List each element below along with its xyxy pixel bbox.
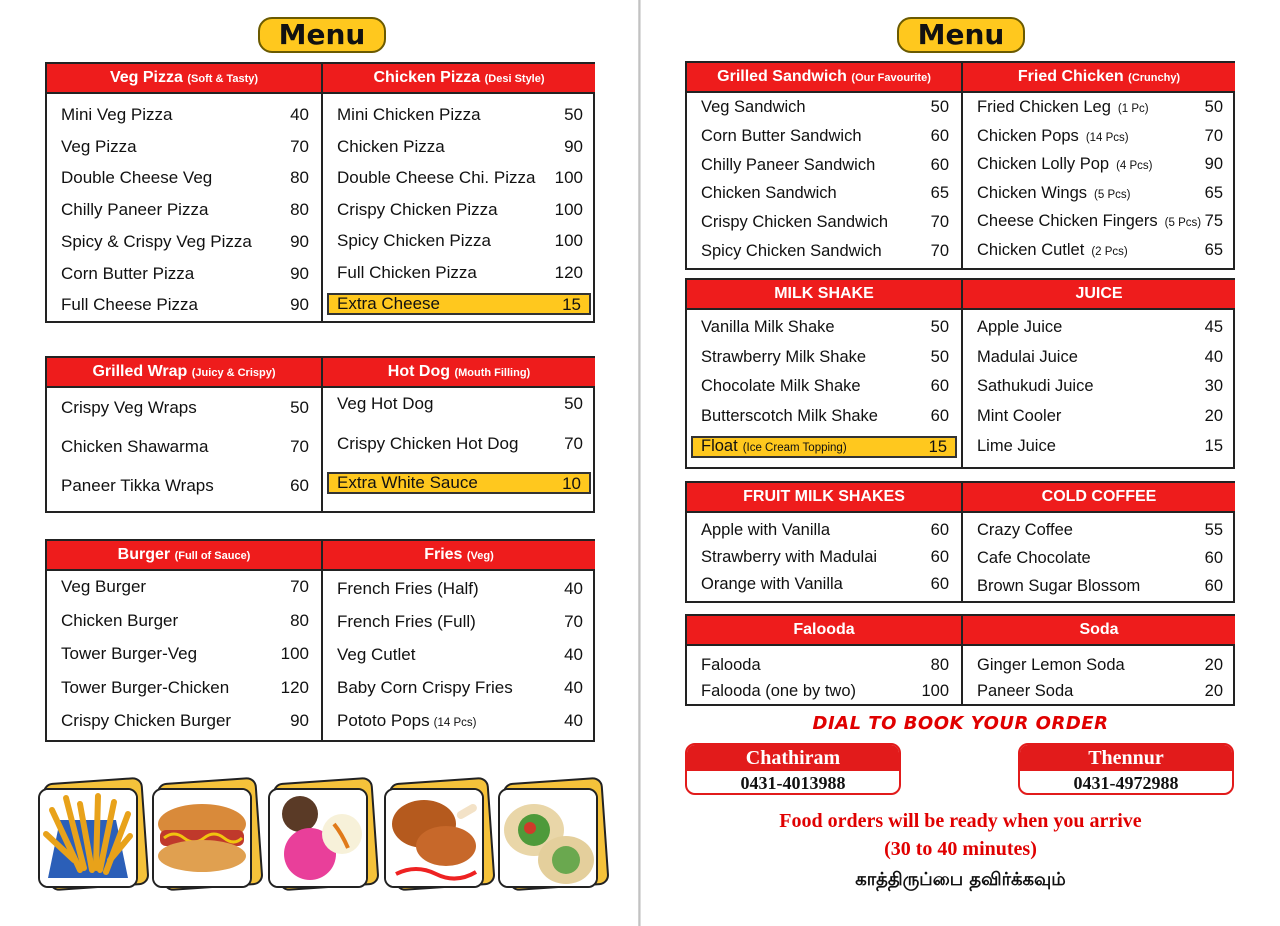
item-price: 70: [290, 437, 309, 456]
item-price: 40: [290, 105, 309, 124]
item-price: 60: [930, 406, 949, 425]
menu-title-badge: Menu: [897, 17, 1025, 53]
item-name: Mini Chicken Pizza: [337, 105, 481, 124]
item-price: 60: [930, 155, 949, 174]
fried-chicken-column: [961, 63, 1235, 268]
item-name: Crispy Veg Wraps: [61, 398, 197, 417]
item-price: 40: [564, 711, 583, 730]
item-name: Crispy Chicken Sandwich: [701, 213, 889, 232]
item-price: 90: [290, 263, 309, 283]
item-note: (Ice Cream Topping): [742, 442, 847, 454]
section-subtitle: (Full of Sauce): [174, 550, 251, 562]
section-header: [47, 64, 321, 94]
extra-topping-highlight: [327, 293, 591, 315]
item-name-wrap: [701, 656, 761, 675]
item-name: Double Cheese Veg: [61, 168, 213, 188]
section-header: [963, 483, 1235, 513]
item-price: 80: [290, 610, 309, 630]
item-name: Chocolate Milk Shake: [701, 377, 861, 395]
section-title: COLD COFFEE: [1041, 488, 1157, 505]
item-price: 50: [564, 394, 583, 413]
section-subtitle: (Mouth Filling): [454, 367, 531, 379]
hotdog-photo: [152, 780, 256, 892]
item-price: 70: [564, 612, 583, 631]
item-name-wrap: [977, 377, 1094, 396]
item-name-wrap: [977, 98, 1149, 117]
burger-fries-section: [45, 539, 595, 742]
item-name: Apple with Vanilla: [701, 521, 831, 539]
item-price: 15: [928, 438, 947, 456]
item-price: 70: [930, 213, 949, 232]
item-price: 80: [290, 168, 309, 188]
item-name: French Fries (Half): [337, 579, 479, 598]
item-name: Veg Hot Dog: [337, 394, 434, 413]
soda-column: [961, 616, 1235, 704]
item-name-wrap: [337, 711, 476, 731]
item-price: 70: [290, 136, 309, 156]
item-name: Veg Sandwich: [701, 98, 806, 116]
section-subtitle: (Our Favourite): [851, 72, 931, 84]
item-name: Veg Cutlet: [337, 645, 416, 664]
item-name-wrap: [701, 242, 882, 261]
item-price: 10: [562, 474, 581, 493]
section-header: [687, 483, 961, 513]
section-title: FRUIT MILK SHAKES: [743, 488, 905, 505]
section-header: [687, 63, 961, 93]
fruitshake-coffee-section: [685, 481, 1235, 603]
item-price: 50: [290, 398, 309, 417]
section-header: [323, 541, 595, 571]
item-name-wrap: [701, 575, 843, 594]
item-name: Pototo Pops: [337, 711, 430, 730]
item-name: Chicken Burger: [61, 610, 179, 630]
item-name: Spicy Chicken Sandwich: [701, 242, 882, 260]
item-name: Chilly Paneer Pizza: [61, 200, 209, 220]
item-name: Paneer Soda: [977, 682, 1074, 700]
pizza-section: [45, 62, 595, 323]
section-header: [323, 64, 595, 94]
burger-column: [47, 541, 321, 740]
item-price: 40: [564, 678, 583, 697]
item-name: Corn Butter Sandwich: [701, 126, 862, 145]
item-price: 60: [1204, 549, 1223, 567]
item-name-wrap: [701, 437, 847, 456]
item-price: 100: [280, 644, 309, 663]
item-name-wrap: [701, 98, 806, 117]
fries-photo: [38, 780, 142, 892]
menu-title-badge: Menu: [258, 17, 386, 53]
item-price: 65: [1204, 183, 1223, 202]
item-price: 90: [290, 231, 309, 251]
section-title: Fries: [424, 546, 463, 563]
hot-dog-column: [321, 358, 595, 511]
item-name: Mint Cooler: [977, 407, 1062, 426]
item-name: Falooda (one by two): [701, 682, 857, 700]
falooda-column: [687, 616, 961, 704]
item-name: Chicken Pops: [977, 126, 1079, 145]
item-name: Strawberry with Madulai: [701, 548, 878, 566]
item-name: Veg Burger: [61, 577, 147, 596]
item-price: 90: [290, 295, 309, 315]
grilled-wrap-column: [47, 358, 321, 511]
section-header: [687, 280, 961, 310]
item-name: Lime Juice: [977, 436, 1056, 455]
item-name: Crispy Chicken Hot Dog: [337, 434, 519, 453]
item-price: 50: [930, 318, 949, 336]
item-name: Veg Pizza: [61, 136, 137, 156]
item-price: 100: [921, 682, 949, 700]
time-note: (30 to 40 minutes): [884, 838, 1037, 860]
item-name: Chicken Sandwich: [701, 184, 837, 203]
item-name-wrap: [977, 521, 1073, 540]
item-name: Chicken Pizza: [337, 136, 445, 156]
fries-column: [321, 541, 595, 740]
item-price: 70: [1204, 126, 1223, 145]
item-price: 70: [564, 434, 583, 453]
fruit-milk-shakes-column: [687, 483, 961, 601]
item-name-wrap: [701, 318, 835, 337]
chicken-pizza-column: [321, 64, 595, 321]
cold-coffee-column: [961, 483, 1235, 601]
item-name-wrap: [977, 577, 1140, 596]
item-name-wrap: [977, 241, 1128, 260]
item-price: 60: [930, 126, 949, 145]
item-note: (2 Pcs): [1091, 246, 1128, 258]
item-name: Chilly Paneer Sandwich: [701, 155, 876, 174]
item-price: 60: [930, 521, 949, 539]
section-header: [687, 616, 961, 646]
item-name-wrap: [977, 407, 1061, 426]
item-name-wrap: [701, 213, 888, 232]
item-price: 20: [1204, 682, 1223, 700]
item-name-wrap: [701, 548, 877, 567]
item-price: 90: [564, 136, 583, 156]
item-name: French Fries (Full): [337, 612, 476, 631]
item-name: Extra Cheese: [337, 294, 440, 313]
section-title: Veg Pizza: [109, 69, 183, 86]
item-name: Spicy & Crispy Veg Pizza: [61, 231, 252, 251]
item-name: Chicken Lolly Pop: [977, 155, 1110, 174]
item-name-wrap: [977, 549, 1091, 568]
item-price: 80: [930, 656, 949, 674]
item-price: 30: [1204, 377, 1223, 396]
item-name: Butterscotch Milk Shake: [701, 406, 878, 425]
item-note: (14 Pcs): [1085, 131, 1129, 144]
item-name-wrap: [977, 318, 1062, 337]
section-subtitle: (Juicy & Crispy): [191, 367, 276, 379]
item-price: 40: [564, 579, 583, 598]
section-header: [47, 358, 321, 388]
item-name: Crispy Chicken Pizza: [337, 199, 498, 219]
item-name: Chicken Shawarma: [61, 437, 209, 456]
item-note: (4 Pcs): [1116, 160, 1153, 173]
item-note: (14 Pcs): [433, 717, 477, 729]
item-price: 100: [554, 168, 583, 187]
ready-note: Food orders will be ready when you arrive: [779, 810, 1142, 832]
item-price: 70: [930, 242, 949, 260]
item-note: (5 Pcs): [1094, 188, 1131, 201]
item-name: Crazy Coffee: [977, 521, 1073, 539]
item-name: Chicken Wings: [977, 183, 1088, 202]
item-price: 60: [290, 476, 309, 495]
branch-name: Chathiram: [687, 745, 899, 771]
item-name: Full Cheese Pizza: [61, 295, 199, 315]
item-name: Chicken Cutlet: [977, 241, 1085, 259]
item-price: 40: [1204, 347, 1223, 366]
branch-phone: 0431-4972988: [1073, 773, 1179, 793]
item-price: 50: [930, 347, 949, 366]
item-name-wrap: [977, 682, 1073, 701]
item-price: 60: [930, 548, 949, 566]
item-price: 90: [1204, 155, 1223, 174]
section-subtitle: (Veg): [466, 550, 494, 562]
item-price: 60: [1204, 577, 1223, 595]
veg-pizza-column: [47, 64, 321, 321]
item-name: Cheese Chicken Fingers: [977, 212, 1158, 231]
wrap-hotdog-section: [45, 356, 595, 513]
section-title: Hot Dog: [387, 363, 450, 380]
item-price: 80: [290, 200, 309, 220]
item-name: Cafe Chocolate: [977, 549, 1091, 567]
item-note: (1 Pc): [1117, 103, 1149, 115]
item-name-wrap: [977, 127, 1129, 146]
item-name-wrap: [701, 348, 866, 367]
item-name: Spicy Chicken Pizza: [337, 231, 492, 250]
section-title: Chicken Pizza: [373, 69, 481, 86]
item-name-wrap: [977, 656, 1125, 675]
item-name: Falooda: [701, 656, 761, 674]
tamil-note: காத்திருப்பை தவிர்க்கவும்: [855, 869, 1066, 890]
item-name-wrap: [977, 437, 1056, 456]
section-title: Soda: [1079, 621, 1119, 638]
item-price: 60: [930, 575, 949, 593]
sandwich-chicken-section: [685, 61, 1235, 270]
item-name: Corn Butter Pizza: [61, 263, 195, 283]
item-name: Brown Sugar Blossom: [977, 577, 1141, 595]
grilled-sandwich-column: [687, 63, 961, 268]
item-name: Orange with Vanilla: [701, 575, 843, 593]
section-title: Fried Chicken: [1017, 68, 1124, 85]
item-price: 50: [1204, 98, 1223, 116]
item-price: 50: [564, 105, 583, 124]
item-name-wrap: [701, 377, 861, 396]
section-title: Grilled Wrap: [92, 363, 188, 380]
item-name: Full Chicken Pizza: [337, 262, 477, 282]
section-header: [963, 280, 1235, 310]
item-price: 120: [280, 677, 309, 697]
section-header: [323, 358, 595, 388]
item-name-wrap: [701, 127, 862, 146]
item-name: Fried Chicken Leg: [977, 98, 1111, 116]
item-name-wrap: [977, 184, 1130, 203]
branch-name: Thennur: [1020, 745, 1232, 771]
item-price: 45: [1204, 318, 1223, 336]
item-name-wrap: [701, 156, 875, 175]
branch-phone: 0431-4013988: [740, 773, 846, 793]
milk-shake-column: [687, 280, 961, 467]
item-name-wrap: [701, 407, 878, 426]
item-price: 50: [930, 98, 949, 116]
item-name: Tower Burger-Chicken: [61, 677, 230, 697]
section-title: MILK SHAKE: [774, 285, 874, 302]
item-price: 90: [290, 711, 309, 730]
section-header: [47, 541, 321, 571]
item-name: Double Cheese Chi. Pizza: [337, 168, 536, 187]
juice-column: [961, 280, 1235, 467]
item-name-wrap: [977, 348, 1078, 367]
chicken-leg-photo: [384, 780, 488, 892]
item-name-wrap: [701, 682, 856, 701]
item-price: 65: [930, 184, 949, 203]
item-name: Ginger Lemon Soda: [977, 656, 1125, 674]
extra-topping-highlight: [327, 472, 591, 494]
item-name: Mini Veg Pizza: [61, 105, 173, 124]
item-price: 15: [562, 295, 581, 314]
item-price: 75: [1204, 212, 1223, 231]
item-name-wrap: [977, 212, 1201, 231]
section-title: Falooda: [793, 621, 855, 638]
item-name: Apple Juice: [977, 318, 1063, 336]
section-header: [963, 616, 1235, 646]
item-name-wrap: [701, 521, 830, 540]
section-title: JUICE: [1075, 285, 1123, 302]
item-price: 100: [554, 231, 583, 250]
item-price: 40: [564, 645, 583, 664]
falooda-soda-section: [685, 614, 1235, 706]
item-name: Float: [701, 437, 738, 455]
section-header: [963, 63, 1235, 93]
float-highlight: [691, 436, 957, 458]
item-name-wrap: [701, 184, 837, 203]
section-title: Grilled Sandwich: [717, 68, 847, 85]
item-name: Tower Burger-Veg: [61, 644, 198, 663]
item-name-wrap: [977, 155, 1153, 174]
milkshake-juice-section: [685, 278, 1235, 469]
item-name: Extra White Sauce: [337, 473, 478, 492]
section-subtitle: (Soft & Tasty): [187, 73, 259, 85]
item-price: 20: [1204, 407, 1223, 426]
item-name: Vanilla Milk Shake: [701, 318, 835, 336]
item-price: 60: [930, 377, 949, 395]
item-price: 65: [1204, 241, 1223, 259]
wrap-photo: [498, 780, 602, 892]
item-price: 70: [290, 577, 309, 596]
dial-to-book-text: DIAL TO BOOK YOUR ORDER: [812, 713, 1109, 734]
item-name: Strawberry Milk Shake: [701, 347, 867, 366]
section-subtitle: (Crunchy): [1128, 72, 1181, 84]
item-price: 120: [554, 262, 583, 282]
right-menu-page: [641, 0, 1280, 926]
item-name: Paneer Tikka Wraps: [61, 476, 214, 495]
item-name: Madulai Juice: [977, 347, 1078, 366]
icecream-photo: [268, 780, 372, 892]
item-name: Sathukudi Juice: [977, 377, 1094, 396]
item-name: Baby Corn Crispy Fries: [337, 678, 513, 697]
item-name: Crispy Chicken Burger: [61, 711, 232, 730]
item-price: 55: [1204, 521, 1223, 539]
section-title: Burger: [117, 546, 171, 563]
item-price: 100: [554, 199, 583, 219]
branch-chathiram: [685, 743, 901, 795]
section-subtitle: (Desi Style): [484, 73, 545, 85]
item-note: (5 Pcs): [1164, 217, 1202, 230]
item-price: 15: [1204, 436, 1223, 455]
item-price: 20: [1204, 656, 1223, 674]
branch-thennur: [1018, 743, 1234, 795]
